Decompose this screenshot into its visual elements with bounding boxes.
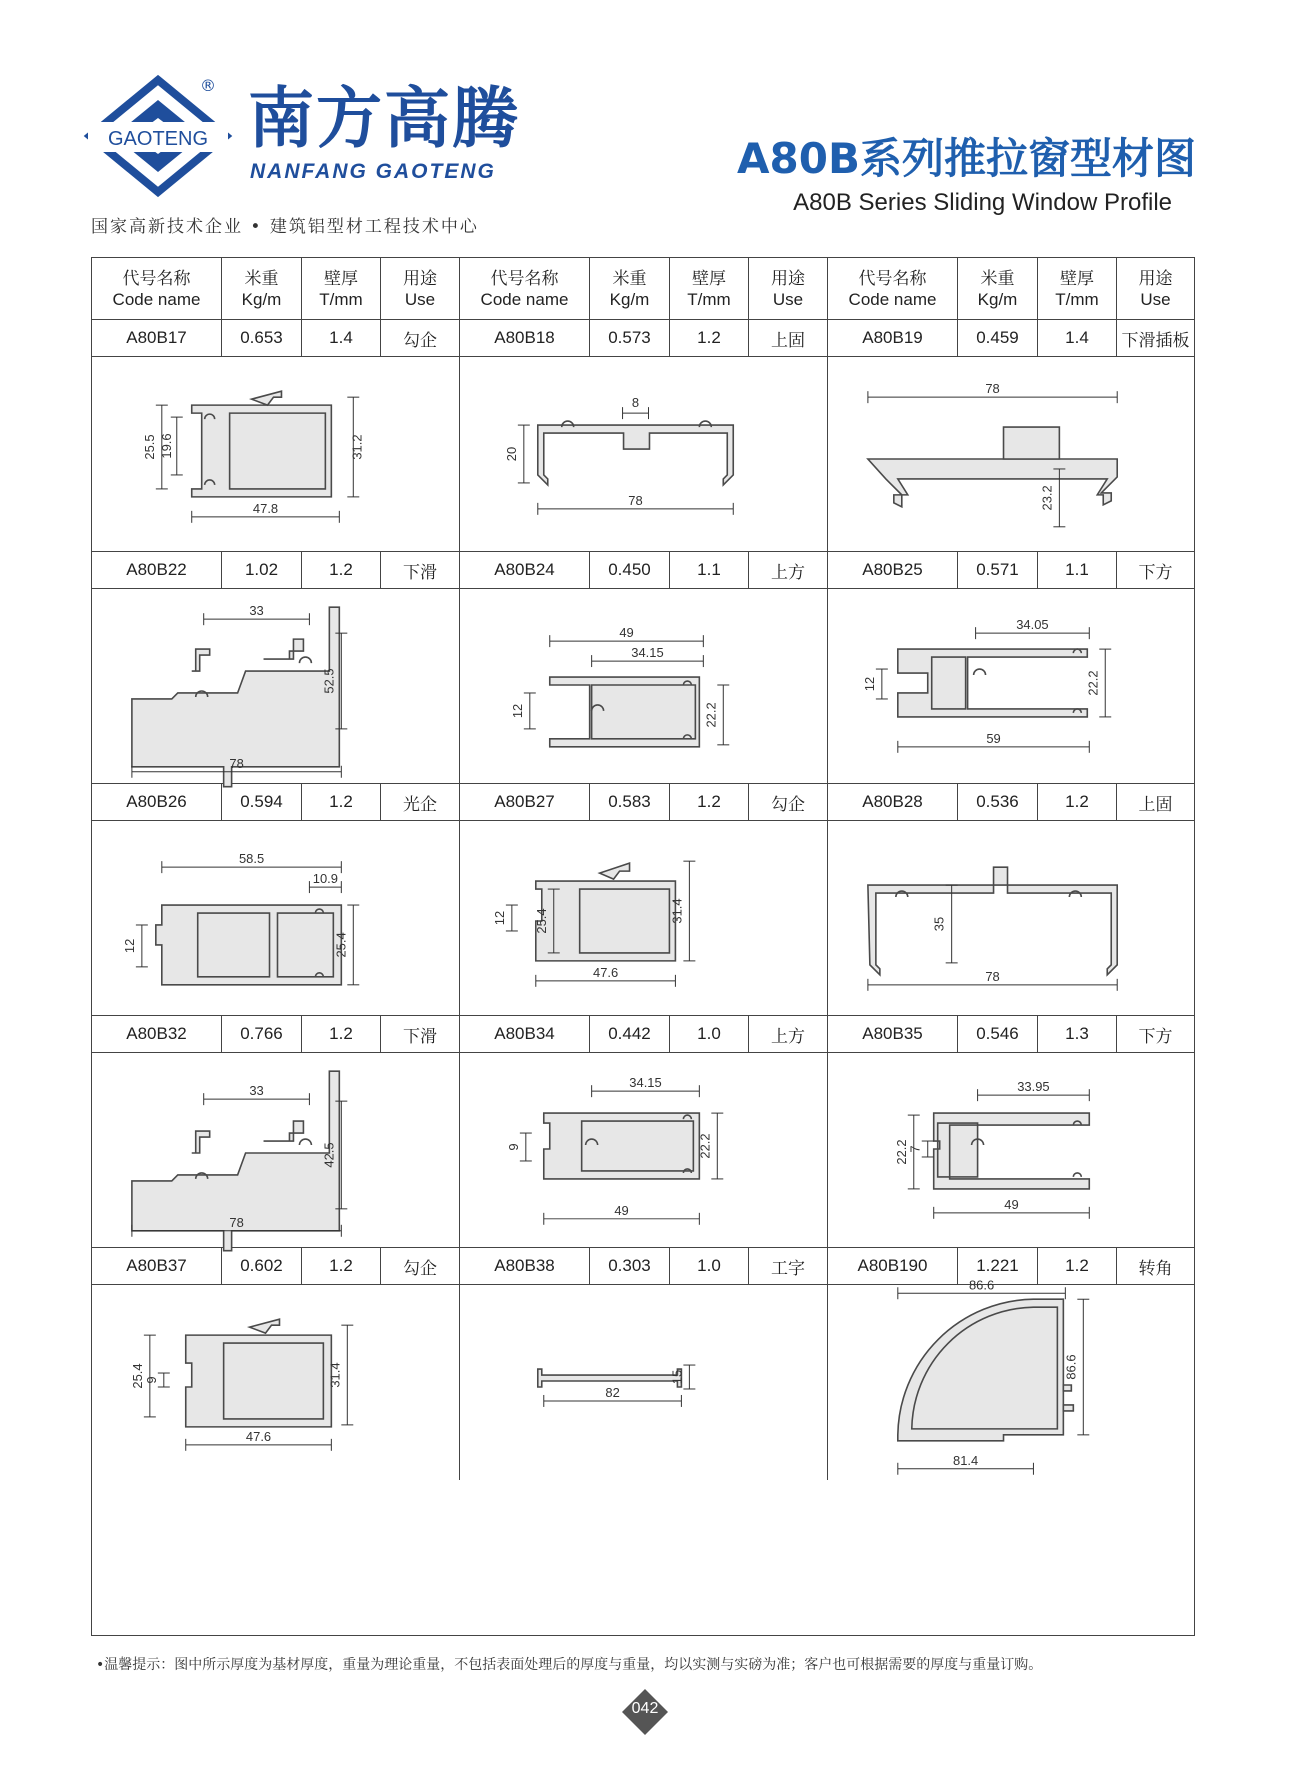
page-number: 042 (631, 1700, 659, 1717)
cell-weight: 0.571 (958, 552, 1038, 588)
dimension-label: 33.95 (1017, 1079, 1050, 1095)
cell-thick: 1.2 (670, 784, 749, 820)
profile-section (868, 459, 1117, 507)
dimension-label: 59 (986, 730, 1001, 746)
dimension-line (159, 417, 183, 475)
dimension-line (506, 1133, 532, 1161)
cell-use: 下滑插板 (1121, 330, 1190, 350)
cell-use: 下方 (1138, 562, 1173, 582)
profile-drawing-a80b34 (460, 1053, 828, 1248)
header-use: 用途 Use (1138, 268, 1173, 309)
profile-drawing-a80b18 (460, 357, 828, 552)
dimension-label: 12 (861, 676, 877, 692)
dimension-label: 20 (503, 446, 519, 462)
profile-section (192, 1131, 210, 1153)
dimension-label: 19.6 (158, 433, 174, 459)
dimension-label: 78 (229, 755, 244, 771)
dimension-line (538, 493, 733, 515)
profile-section (250, 1319, 280, 1333)
cell-code: A80B28 (828, 784, 958, 820)
profile-section (264, 1121, 304, 1141)
footer-note: •温馨提示：图中所示厚度为基材厚度，重量为理论重量，不包括表面处理后的厚度与重量，均以实测与实磅为准；客户也可根据需要的厚度与重量订购。 (96, 1657, 1043, 1673)
table-row (92, 320, 1194, 357)
dimension-label: 12 (509, 703, 525, 719)
dimension-line (898, 1453, 1034, 1475)
dimension-line (130, 1335, 156, 1417)
dimension-label: 22.2 (697, 1133, 713, 1159)
dimension-line (204, 603, 310, 625)
dimension-line (144, 1373, 170, 1387)
dimension-label: 35 (931, 916, 947, 932)
dimension-label: 86.6 (1063, 1354, 1079, 1380)
dimension-label: 78 (628, 492, 643, 508)
table-row (92, 1016, 1194, 1053)
dimension-label: 12 (121, 938, 137, 954)
dimension-label: 33 (249, 603, 264, 619)
cell-use: 下方 (1138, 1026, 1173, 1046)
cell-thick: 1.1 (670, 552, 749, 588)
cell-use: 上固 (749, 320, 828, 356)
dimension-label: 31.4 (327, 1362, 343, 1388)
dimension-label: 78 (985, 968, 1000, 984)
registered-mark: ® (200, 76, 216, 95)
dimension-line (592, 645, 704, 667)
profile-section (538, 425, 733, 485)
dimension-line (978, 1079, 1090, 1101)
cell-code: A80B19 (828, 320, 958, 356)
dimension-label: 52.5 (321, 668, 337, 694)
dimension-line (703, 685, 729, 745)
page-title-cn: A80B系列推拉窗型材图 (737, 134, 1196, 183)
cell-use: 下滑 (381, 1016, 460, 1052)
cell-weight: 0.303 (590, 1248, 670, 1284)
dimension-label: 34.15 (629, 1075, 662, 1091)
profile-drawing-a80b22 (92, 589, 460, 784)
profile-drawing-a80b35 (828, 1053, 1194, 1248)
profile-section (898, 1299, 1064, 1441)
dimension-line (504, 425, 530, 483)
dimension-line (623, 395, 649, 419)
gaoteng-logo (88, 78, 228, 196)
profile-section (264, 639, 304, 659)
cell-weight: 0.573 (590, 320, 670, 356)
cell-code: A80B22 (92, 552, 222, 588)
drawing-row (92, 821, 1194, 1016)
dimension-line (186, 1429, 332, 1451)
page-title-en: A80B Series Sliding Window Profile (793, 189, 1172, 216)
dimension-label: 31.4 (669, 898, 685, 924)
cell-code: A80B17 (92, 320, 222, 356)
profile-section (600, 863, 630, 879)
cell-thick: 1.2 (1038, 784, 1117, 820)
header-weight: 米重 Kg/m (590, 258, 670, 319)
dimension-label: 23.2 (1039, 485, 1055, 511)
profile-section (550, 677, 700, 747)
cell-weight: 0.583 (590, 784, 670, 820)
cell-thick: 1.0 (670, 1248, 749, 1284)
dimension-line (1085, 649, 1111, 717)
profile-drawing-a80b17 (92, 357, 460, 552)
clip-hook (1073, 1173, 1081, 1177)
cell-use: 光企 (381, 784, 460, 820)
cell-use: 转角 (1138, 1258, 1173, 1278)
profile-drawing-a80b27 (460, 821, 828, 1016)
dimension-label: 34.15 (631, 645, 664, 661)
cell-use: 勾企 (381, 320, 460, 356)
cell-use: 上方 (749, 1016, 828, 1052)
dimension-label: 34.05 (1016, 617, 1049, 633)
dimension-label: 86.6 (968, 1277, 995, 1293)
clip-hook (299, 657, 311, 663)
dimension-label: 78 (229, 1214, 244, 1230)
table-row (92, 552, 1194, 589)
drawing-row (92, 1277, 1194, 1480)
cell-code: A80B190 (828, 1248, 958, 1284)
dimension-line (1063, 1299, 1089, 1435)
dimension-line (544, 1203, 700, 1225)
cell-code: A80B32 (92, 1016, 222, 1052)
dimension-label: 22.2 (1085, 670, 1101, 696)
profile-section (544, 1113, 700, 1179)
dimension-line (309, 871, 341, 893)
dimension-label: 78 (985, 381, 1000, 397)
profile-drawing-a80b19 (828, 357, 1194, 552)
cell-thick: 1.2 (302, 552, 381, 588)
cell-code: A80B26 (92, 784, 222, 820)
profile-drawing-a80b190 (828, 1277, 1194, 1480)
table-header (92, 258, 1194, 320)
profile-section (934, 1113, 1090, 1189)
header-code: 代号名称 Code name (92, 258, 222, 319)
dimension-line (908, 1141, 934, 1157)
cell-weight: 0.536 (958, 784, 1038, 820)
dimension-label: 8 (631, 395, 640, 411)
cell-weight: 1.221 (958, 1248, 1038, 1284)
dimension-label: 33 (249, 1083, 264, 1099)
cell-thick: 1.4 (302, 320, 381, 356)
profile-drawing-a80b38 (460, 1285, 828, 1480)
dimension-line (510, 693, 536, 729)
dimension-line (192, 501, 340, 523)
profile-section (533, 881, 676, 961)
cell-use: 工字 (749, 1248, 828, 1284)
drawing-row (92, 589, 1194, 784)
table-row (92, 784, 1194, 821)
cell-weight: 0.594 (222, 784, 302, 820)
dimension-label: 81.4 (953, 1452, 979, 1468)
profile-drawing-a80b37 (92, 1285, 460, 1480)
cell-use: 勾企 (749, 784, 828, 820)
cell-code: A80B18 (460, 320, 590, 356)
dimension-label: 49 (619, 625, 634, 641)
header-code: 代号名称 Code name (828, 258, 958, 319)
dimension-label: 10.9 (312, 871, 338, 887)
drawing-row (92, 1053, 1194, 1248)
dimension-line (162, 851, 342, 873)
cell-use: 勾企 (381, 1248, 460, 1284)
profile-section (1063, 1385, 1073, 1411)
dimension-line (868, 969, 1117, 991)
dimension-line (550, 625, 704, 647)
cell-weight: 0.442 (590, 1016, 670, 1052)
cell-code: A80B27 (460, 784, 590, 820)
cell-code: A80B24 (460, 552, 590, 588)
profile-section (898, 649, 1087, 717)
dimension-line (347, 397, 364, 497)
profile-section (186, 1335, 332, 1427)
profile-section (192, 405, 332, 497)
cell-thick: 1.2 (302, 1016, 381, 1052)
cell-use: 下滑 (381, 552, 460, 588)
cell-code: A80B25 (828, 552, 958, 588)
dimension-line (697, 1113, 723, 1179)
dimension-label: 25.4 (533, 908, 549, 934)
cell-weight: 0.459 (958, 320, 1038, 356)
dimension-line (868, 381, 1117, 403)
dimension-line (934, 1197, 1090, 1219)
dimension-line (862, 669, 888, 699)
cell-weight: 0.653 (222, 320, 302, 356)
header-use: 用途 Use (381, 258, 460, 319)
cell-weight: 0.450 (590, 552, 670, 588)
cell-thick: 1.2 (302, 1248, 381, 1284)
profile-section (252, 391, 282, 405)
dimension-line (204, 1083, 310, 1105)
header-code: 代号名称 Code name (460, 258, 590, 319)
dimension-label: 47.8 (252, 500, 279, 516)
dimension-label: 47.6 (592, 964, 619, 980)
profile-drawing-a80b24 (460, 589, 828, 784)
profile-section (192, 649, 210, 671)
cell-thick: 1.4 (1038, 320, 1117, 356)
cell-thick: 1.3 (1038, 1016, 1117, 1052)
dimension-label: 22.2 (893, 1139, 909, 1165)
header-weight: 米重 Kg/m (958, 258, 1038, 319)
dimension-label: 47.6 (245, 1428, 272, 1444)
cell-code: A80B34 (460, 1016, 590, 1052)
dimension-label: 15 (669, 1369, 685, 1385)
dimension-label: 25.5 (141, 434, 157, 460)
header-use: 用途 Use (749, 258, 828, 319)
profile-section (1004, 427, 1060, 459)
header-thickness: 壁厚 T/mm (302, 258, 381, 319)
cell-weight: 0.602 (222, 1248, 302, 1284)
dimension-line (536, 965, 676, 987)
cell-code: A80B37 (92, 1248, 222, 1284)
profile-section (156, 905, 341, 985)
dimension-label: 58.5 (238, 851, 265, 867)
dimension-label: 82 (605, 1384, 620, 1400)
dimension-line (544, 1385, 682, 1407)
header-thickness: 壁厚 T/mm (670, 258, 749, 319)
dimension-label: 31.2 (349, 434, 365, 460)
dimension-line (976, 617, 1090, 639)
profile-table (91, 257, 1195, 1636)
dimension-label: 25.4 (129, 1363, 145, 1389)
dimension-line (898, 731, 1089, 753)
dimension-label: 9 (505, 1143, 521, 1151)
dimension-line (669, 1365, 695, 1389)
svg-text:GAOTENG: GAOTENG (107, 128, 209, 150)
dimension-line (122, 925, 148, 967)
dimension-label: 22.2 (703, 702, 719, 728)
table-row (92, 1248, 1194, 1285)
dimension-label: 49 (1004, 1196, 1019, 1212)
drawing-row (92, 357, 1194, 552)
profile-drawing-a80b32 (92, 1053, 460, 1248)
profile-drawing-a80b28 (828, 821, 1194, 1016)
cell-thick: 1.2 (1038, 1248, 1117, 1284)
dimension-label: 42.5 (321, 1142, 337, 1168)
cell-weight: 1.02 (222, 552, 302, 588)
header-thickness: 壁厚 T/mm (1038, 258, 1117, 319)
brand-name-cn: 南方高腾 (248, 80, 520, 157)
dimension-label: 7 (907, 1145, 923, 1153)
cell-weight: 0.766 (222, 1016, 302, 1052)
dimension-label: 25.4 (333, 932, 349, 958)
cell-code: A80B38 (460, 1248, 590, 1284)
cell-thick: 1.1 (1038, 552, 1117, 588)
profile-section (868, 867, 1117, 975)
dimension-line (592, 1075, 700, 1097)
dimension-label: 49 (614, 1202, 629, 1218)
dimension-line (932, 885, 958, 963)
header-weight: 米重 Kg/m (222, 258, 302, 319)
profile-drawing-a80b25 (828, 589, 1194, 784)
dimension-label: 12 (491, 910, 507, 926)
cell-use: 上方 (749, 552, 828, 588)
clip-hook (974, 669, 986, 675)
clip-hook (299, 1139, 311, 1145)
cell-thick: 1.2 (670, 320, 749, 356)
cell-code: A80B35 (828, 1016, 958, 1052)
cell-thick: 1.2 (302, 784, 381, 820)
tagline: 国家高新技术企业 • 建筑铝型材工程技术中心 (91, 217, 479, 237)
profile-drawing-a80b26 (92, 821, 460, 1016)
cell-weight: 0.546 (958, 1016, 1038, 1052)
dimension-label: 9 (143, 1376, 159, 1384)
dimension-line (492, 905, 518, 931)
cell-use: 上固 (1138, 794, 1173, 814)
brand-name-en: NANFANG GAOTENG (250, 160, 496, 183)
cell-thick: 1.0 (670, 1016, 749, 1052)
